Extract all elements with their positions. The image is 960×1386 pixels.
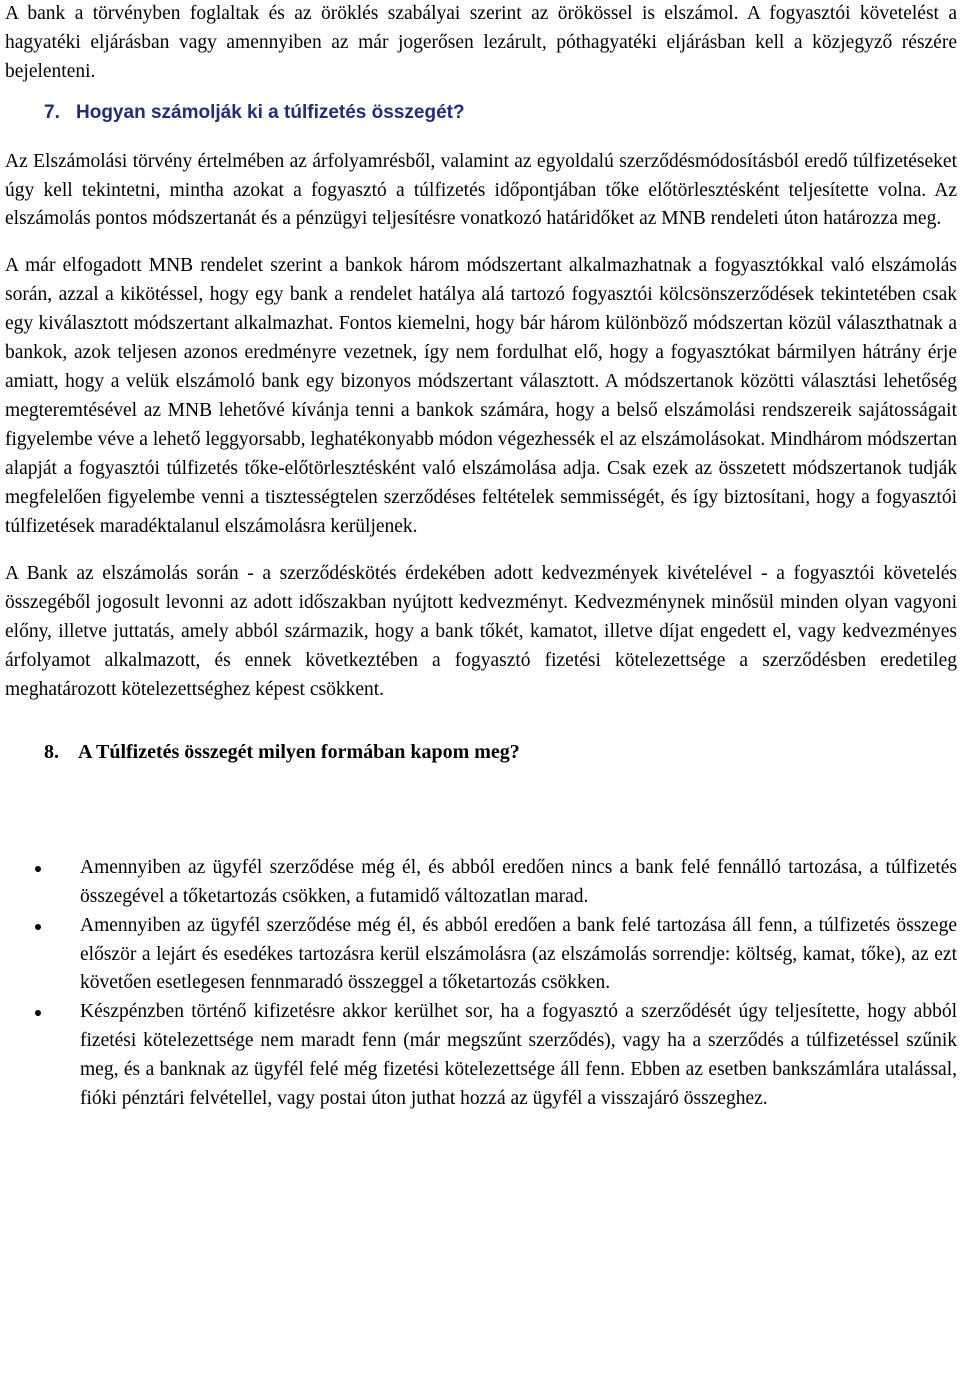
list-item-text: Amennyiben az ügyfél szerződése még él, és abból eredően nincs a bank felé fennálló tartozása, a túlfizetés összegével a tőketartozás csökken, a futamidő változatlan marad. xyxy=(80,856,957,907)
section-7-title: Hogyan számolják ki a túlfizetés összegét? xyxy=(76,101,465,123)
list-item-text: Készpénzben történő kifizetésre akkor kerülhet sor, ha a fogyasztó a szerződését úgy teljesítette, hogy abból fizetési kötelezettsége nem maradt fenn (már megszűnt szerződés), vagy ha a szerződés a túlfizetéssel szűnik meg, és a banknak az ügyfél felé még fizetési kötelezettsége áll fenn. Ebben az esetben bankszámlára utalással, fióki pénztári felvétellel, vagy postai úton juthat hozzá az ügyfél a visszajáró összeghez. xyxy=(80,1001,957,1110)
list-item xyxy=(5,912,957,999)
section-8-title: A Túlfizetés összegét milyen formában kapom meg? xyxy=(78,740,520,763)
intro-paragraph: A bank a törvényben foglaltak és az öröklés szabályai szerint az örökössel is elszámol. A fogyasztói követelést a hagyatéki eljárásban vagy amennyiben az már jogerősen lezárult, póthagyatéki eljárásban kell a közjegyző részére bejelenteni. xyxy=(5,3,957,82)
document-page xyxy=(5,0,957,1114)
section-7-paragraph: A Bank az elszámolás során - a szerződéskötés érdekében adott kedvezmények kivételével - a fogyasztói követelés összegéből jogosult levonni az adott időszakban nyújtott kedvezményt. Kedvezménynek minősül minden olyan vagyoni előny, illetve juttatás, amely abból származik, hogy a bank tőkét, kamatot, illetve díjat engedett el, vagy kedvezményes árfolyamot alkalmazott, és ennek következtében a fogyasztó fizetési kötelezettsége a szerződésben eredetileg meghatározott kötelezettséghez képest csökkent. xyxy=(5,563,957,701)
bullet-icon xyxy=(35,866,41,872)
section-8-heading xyxy=(5,738,957,767)
list-item-text: Amennyiben az ügyfél szerződése még él, és abból eredően a bank felé tartozása áll fenn, a túlfizetés összege először a lejárt és esedékes tartozásra kerül elszámolásra (az elszámolás sorrendje: költség, kamat, tőke), az ezt követően esetlegesen fennmaradó összeggel a tőketartozás csökken. xyxy=(80,914,957,994)
section-7-paragraph: A már elfogadott MNB rendelet szerint a bankok három módszertant alkalmazhatnak a fogyasztókkal való elszámolás során, azzal a kikötéssel, hogy egy bank a rendelet hatálya alá tartozó fogyasztói kölcsönszerződések tekintetében csak egy kiválasztott módszertant alkalmazhat. Fontos kiemelni, hogy bár három különböző módszertan közül választhatnak a bankok, azok teljesen azonos eredményre vezetnek, így nem fordulhat elő, hogy a fogyasztókat bármilyen hátrány érje amiatt, hogy a velük elszámoló bank egy bizonyos módszertant választott. A módszertanok közötti választási lehetőség megteremtésével az MNB lehetővé kívánja tenni a bankok számára, hogy a belső elszámolási rendszereik sajátosságait figyelembe véve a lehető leggyorsabb, leghatékonyabb módon végezhessék el az elszámolásokat. Mindhárom módszertan alapját a fogyasztói túlfizetés tőke-előtörlesztésként való elszámolása adja. Csak ezek az összetett módszertanok tudják megfelelően figyelembe venni a tisztességtelen szerződéses feltételek semmisségét, és így biztosítani, hogy a fogyasztói túlfizetések maradéktalanul elszámolásra kerüljenek. xyxy=(5,255,957,537)
bullet-icon xyxy=(35,1010,41,1016)
section-7-number: 7. xyxy=(44,101,60,123)
section-8-number: 8. xyxy=(44,740,59,763)
payout-options-list xyxy=(5,854,957,1114)
section-7-heading xyxy=(5,99,957,128)
list-item xyxy=(5,998,957,1114)
list-item xyxy=(5,854,957,912)
bullet-icon xyxy=(35,924,41,930)
section-7-paragraph: Az Elszámolási törvény értelmében az árfolyamrésből, valamint az egyoldalú szerződésmódosításból eredő túlfizetéseket úgy kell tekintetni, mintha azokat a fogyasztó a túlfizetés időpontjában tőke előtörlesztésként teljesítette volna. Az elszámolás pontos módszertanát és a pénzügyi teljesítésre vonatkozó határidőket az MNB rendeleti úton határozza meg. xyxy=(5,150,957,230)
